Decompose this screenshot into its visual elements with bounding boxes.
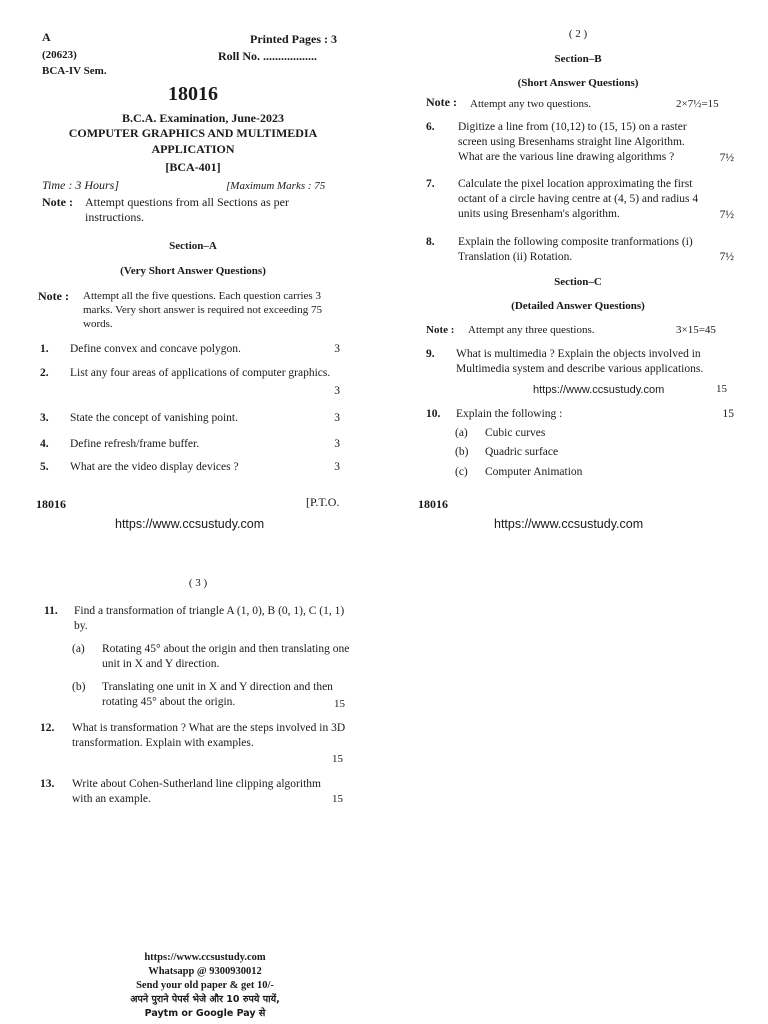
question-number: 9. <box>426 348 435 360</box>
roll-no: Roll No. .................. <box>218 49 317 63</box>
footer-url[interactable]: https://www.ccsustudy.com <box>494 517 644 531</box>
part-text: Rotating 45° about the origin and then translating one unit in X and Y direction. <box>102 643 350 670</box>
question-number: 12. <box>40 722 55 734</box>
time-allowed: Time : 3 Hours] <box>42 178 120 192</box>
part-label: (a) <box>455 427 468 439</box>
footer-code: 18016 <box>36 497 66 511</box>
question-number: 4. <box>40 438 49 450</box>
question-number: 5. <box>40 461 49 473</box>
question-marks: 3 <box>334 385 340 397</box>
question-text: State the concept of vanishing point. <box>70 412 238 424</box>
part-text: Translating one unit in X and Y direction and then rotating 45° about the origin. <box>102 681 333 708</box>
question-13 <box>40 777 356 809</box>
question-marks: 7½ <box>719 152 734 164</box>
part-label: (b) <box>455 446 469 458</box>
question-text: Find a transformation of triangle A (1, 0), B (0, 1), C (1, 1) by. <box>74 605 345 632</box>
question-text: What is transformation ? What are the steps involved in 3D transformation. Explain with examples. <box>72 722 346 749</box>
part-text: Quadric surface <box>485 446 559 458</box>
pto: [P.T.O. <box>306 495 340 509</box>
question-text: What is multimedia ? Explain the objects involved in Multimedia system and describe various applications. <box>456 348 704 375</box>
question-marks: 3 <box>334 412 340 424</box>
part-text: Computer Animation <box>485 466 583 478</box>
section-a-subtitle: (Very Short Answer Questions) <box>120 265 266 277</box>
promo-hindi: अपने पुराने पेपर्स भेजे और 10 रुपये पायें, <box>130 994 280 1005</box>
question-5 <box>40 460 340 476</box>
q10-part-a <box>455 426 546 441</box>
paper-number: 18016 <box>168 83 218 105</box>
note-label: Note : <box>42 195 73 209</box>
page-number: ( 2 ) <box>568 28 588 40</box>
section-c-subtitle: (Detailed Answer Questions) <box>511 300 645 312</box>
question-number: 3. <box>40 412 49 424</box>
question-text: List any four areas of applications of computer graphics. <box>70 367 331 379</box>
question-text: Explain the following : <box>456 408 563 420</box>
footer-code: 18016 <box>418 497 448 511</box>
page-number: ( 3 ) <box>188 577 208 589</box>
question-number: 8. <box>426 236 435 248</box>
question-marks: 15 <box>332 793 343 805</box>
question-marks: 15 <box>334 698 345 710</box>
question-3 <box>40 411 340 427</box>
promo-whatsapp: Whatsapp @ 9300930012 <box>148 966 262 977</box>
question-number: 10. <box>426 408 441 420</box>
section-c-note-label: Note : <box>426 324 455 336</box>
section-a-note-label: Note : <box>38 289 69 303</box>
promo-url[interactable]: https://www.ccsustudy.com <box>144 952 266 963</box>
question-7 <box>426 177 734 225</box>
q10-part-c <box>455 465 583 480</box>
q10-part-b <box>455 445 559 460</box>
section-b-subtitle: (Short Answer Questions) <box>517 77 639 89</box>
section-a-title: Section–A <box>169 240 217 252</box>
question-marks: 3 <box>334 461 340 473</box>
question-4 <box>40 437 340 453</box>
question-number: 2. <box>40 367 49 379</box>
question-marks: 3 <box>334 343 340 355</box>
section-c-title: Section–C <box>554 276 602 288</box>
question-marks: 15 <box>722 408 734 420</box>
printed-pages: Printed Pages : 3 <box>250 32 337 46</box>
section-c-marks: 3×15=45 <box>676 324 716 336</box>
footer-url[interactable]: https://www.ccsustudy.com <box>115 517 265 531</box>
question-text: Define refresh/frame buffer. <box>70 438 200 450</box>
section-b-note-text: Attempt any two questions. <box>470 98 591 110</box>
question-marks: 7½ <box>719 209 734 221</box>
question-marks: 3 <box>334 438 340 450</box>
inline-url[interactable]: https://www.ccsustudy.com <box>533 384 665 396</box>
question-text: What are the video display devices ? <box>70 461 239 473</box>
promo-payment: Paytm or Google Pay से <box>144 1008 266 1019</box>
exam-title: B.C.A. Examination, June-2023 <box>121 111 285 125</box>
section-b-marks: 2×7½=15 <box>676 98 719 110</box>
promo-block <box>60 951 350 1021</box>
question-text: Calculate the pixel location approximating the first octant of a circle having centre at (4, 5) and radius 4 units using Bresenham's algorithm. <box>458 178 699 220</box>
question-2 <box>40 366 346 398</box>
paper-code: (20623) <box>42 49 77 61</box>
question-8 <box>426 235 734 267</box>
part-label: (b) <box>72 681 86 693</box>
question-6 <box>426 120 734 168</box>
question-number: 11. <box>44 605 58 617</box>
section-a-note-text: Attempt all the five questions. Each question carries 3 marks. Very short answer is required not exceeding 75 words. <box>83 290 322 330</box>
subject-line-1: COMPUTER GRAPHICS AND MULTIMEDIA <box>68 126 318 140</box>
section-c-note-text: Attempt any three questions. <box>468 324 595 336</box>
corner-label: A <box>42 30 51 44</box>
question-12 <box>40 721 356 753</box>
maximum-marks: [Maximum Marks : 75 <box>226 180 326 192</box>
question-number: 13. <box>40 778 55 790</box>
question-text: Digitize a line from (10,12) to (15, 15) on a raster screen using Bresenhams straight line Algorithm. What are the various line drawing algorithms ? <box>458 121 687 163</box>
question-1 <box>40 342 340 358</box>
question-text: Write about Cohen-Sutherland line clipping algorithm with an example. <box>72 778 321 805</box>
question-marks: 7½ <box>719 251 734 263</box>
promo-offer: Send your old paper & get 10/- <box>136 980 274 991</box>
section-b-title: Section–B <box>554 53 602 65</box>
question-10 <box>426 407 734 423</box>
part-label: (c) <box>455 466 468 478</box>
part-text: Cubic curves <box>485 427 546 439</box>
question-marks: 15 <box>716 383 727 395</box>
part-label: (a) <box>72 643 85 655</box>
question-text: Define convex and concave polygon. <box>70 343 241 355</box>
course-code: [BCA-401] <box>165 160 221 174</box>
question-11 <box>44 604 356 636</box>
question-number: 6. <box>426 121 435 133</box>
note-text: Attempt questions from all Sections as per instructions. <box>85 195 289 224</box>
question-number: 1. <box>40 343 49 355</box>
question-text: Explain the following composite tranformations (i) Translation (ii) Rotation. <box>458 236 693 263</box>
semester: BCA-IV Sem. <box>42 65 107 77</box>
subject-line-2: APPLICATION <box>151 142 235 156</box>
q11-part-a <box>72 642 356 670</box>
question-number: 7. <box>426 178 435 190</box>
question-marks: 15 <box>332 753 343 765</box>
section-b-note-label: Note : <box>426 95 457 109</box>
